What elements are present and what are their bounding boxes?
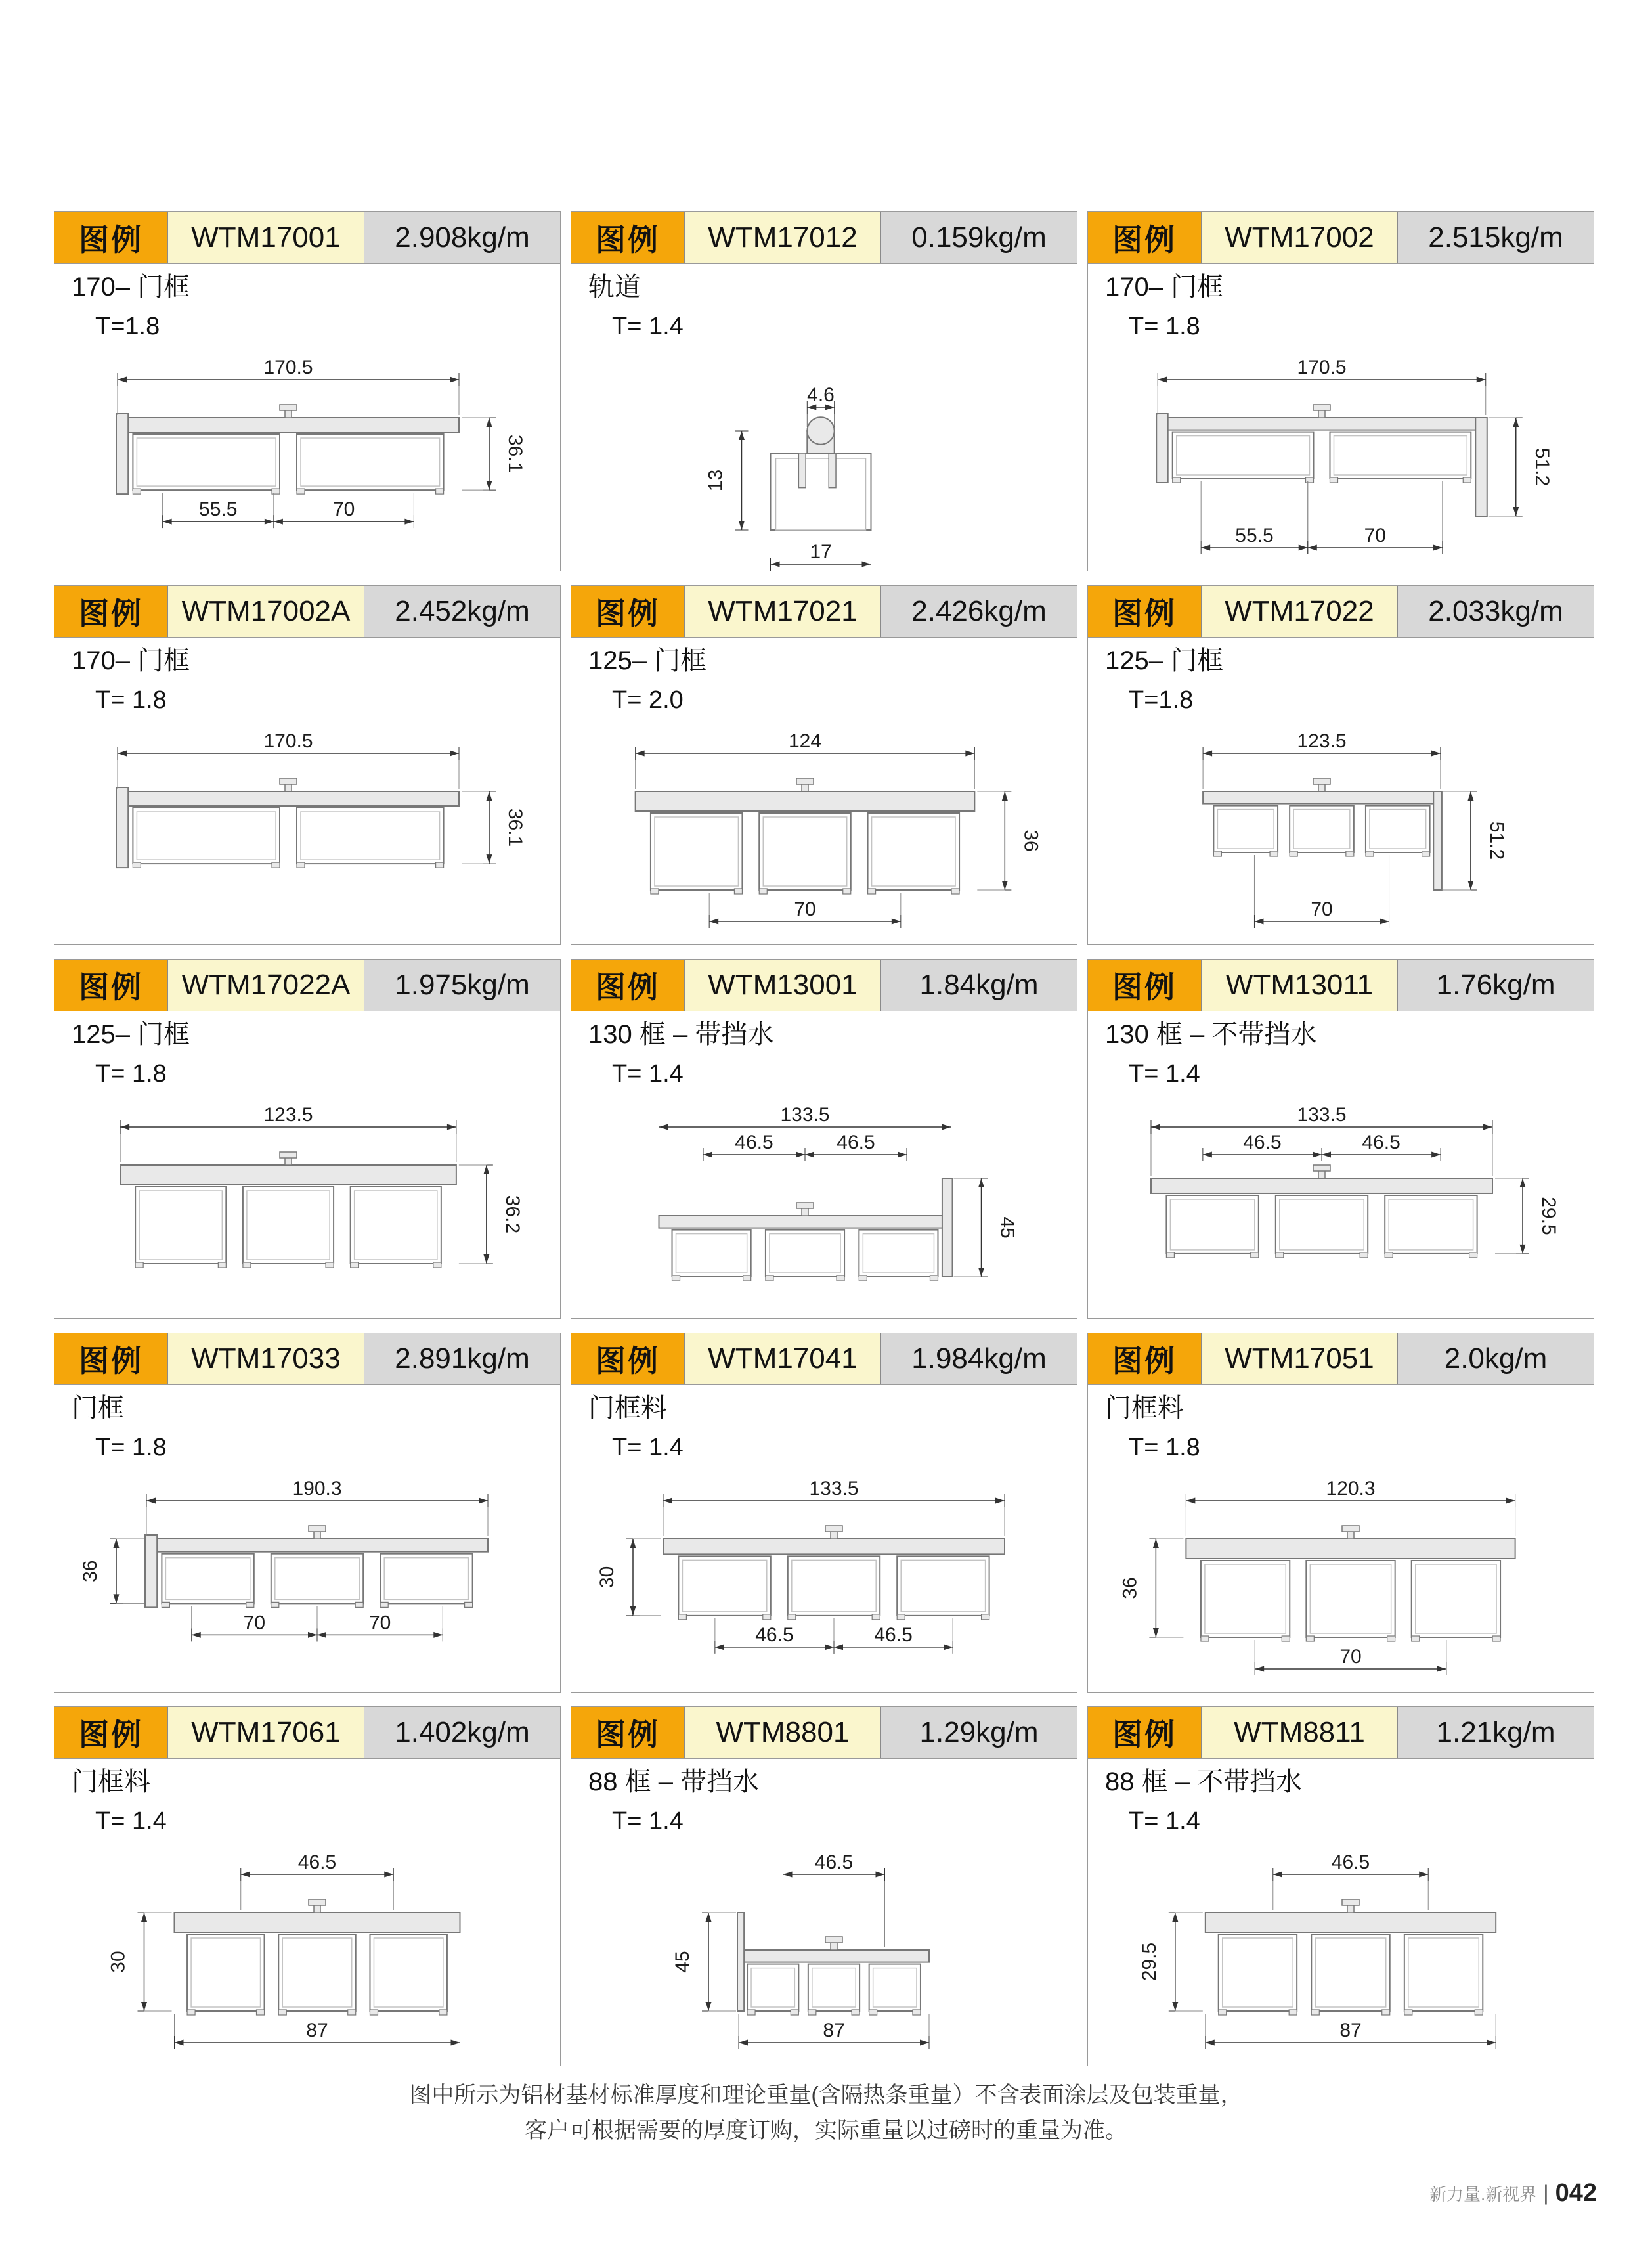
profile-card: [1087, 1333, 1594, 1693]
profile-card: [54, 211, 561, 571]
model-code: WTM17002: [1202, 212, 1398, 263]
card-header: [1088, 212, 1594, 264]
svg-text:36: 36: [79, 1560, 101, 1582]
footer-note-line2: 客户可根据需要的厚度订购，实际重量以过磅时的重量为准。: [525, 2118, 1127, 2143]
profile-thickness: T= 2.0: [612, 686, 684, 714]
card-header: [571, 212, 1077, 264]
svg-text:190.3: 190.3: [292, 1478, 342, 1499]
card-header: [54, 586, 560, 638]
profile-card: [571, 211, 1077, 571]
profile-thickness: T=1.8: [1129, 686, 1194, 714]
weight-value: 1.402kg/m: [364, 1707, 560, 1758]
svg-text:70: 70: [1311, 898, 1333, 920]
profile-card: [571, 1333, 1077, 1693]
svg-text:170.5: 170.5: [1297, 357, 1347, 378]
legend-badge: 图例: [54, 1333, 168, 1384]
weight-value: 2.033kg/m: [1398, 586, 1594, 637]
weight-value: 1.76kg/m: [1398, 960, 1594, 1011]
legend-badge: 图例: [571, 1707, 685, 1758]
card-header: [571, 1707, 1077, 1759]
svg-text:55.5: 55.5: [1235, 525, 1274, 546]
svg-text:87: 87: [823, 2020, 845, 2041]
legend-badge: 图例: [1088, 212, 1202, 263]
svg-text:36.1: 36.1: [504, 434, 526, 474]
profile-title: 130 框 – 不带挡水: [1105, 1020, 1317, 1049]
svg-text:46.5: 46.5: [1243, 1132, 1282, 1153]
legend-badge: 图例: [54, 586, 168, 637]
profile-drawing: [1088, 728, 1594, 945]
page-footer: [1429, 2179, 1597, 2207]
svg-text:70: 70: [794, 898, 816, 920]
weight-value: 2.452kg/m: [364, 586, 560, 637]
model-code: WTM8801: [685, 1707, 881, 1758]
card-body: [54, 638, 560, 945]
profile-thickness: T= 1.8: [1129, 313, 1200, 340]
svg-text:170.5: 170.5: [263, 357, 313, 378]
svg-text:46.5: 46.5: [837, 1132, 875, 1153]
card-body: [571, 1011, 1077, 1319]
profile-card: [54, 1706, 561, 2066]
svg-text:51.2: 51.2: [1531, 447, 1553, 487]
card-body: [571, 638, 1077, 945]
card-header: [54, 1333, 560, 1385]
profile-thickness: T= 1.4: [612, 1060, 684, 1088]
profile-title: 125– 门框: [1105, 646, 1224, 675]
card-header: [1088, 960, 1594, 1011]
profile-drawing: [571, 1476, 1077, 1693]
profile-drawing: [54, 1476, 560, 1693]
profile-card: [54, 959, 561, 1319]
card-header: [54, 212, 560, 264]
svg-text:170.5: 170.5: [263, 730, 313, 752]
model-code: WTM17041: [685, 1333, 881, 1384]
legend-badge: 图例: [54, 1707, 168, 1758]
svg-text:45: 45: [996, 1216, 1018, 1239]
model-code: WTM17012: [685, 212, 881, 263]
model-code: WTM17001: [168, 212, 364, 263]
card-header: [54, 960, 560, 1011]
legend-badge: 图例: [571, 1333, 685, 1384]
profile-drawing: [1088, 1102, 1594, 1319]
svg-text:36.2: 36.2: [501, 1195, 523, 1234]
svg-text:36: 36: [1119, 1577, 1141, 1599]
legend-badge: 图例: [571, 960, 685, 1011]
page-number: 042: [1555, 2179, 1597, 2207]
profile-thickness: T= 1.8: [95, 1060, 167, 1088]
svg-text:46.5: 46.5: [874, 1624, 913, 1646]
profile-title: 轨道: [588, 273, 641, 301]
profile-title: 门框料: [72, 1767, 150, 1796]
legend-badge: 图例: [1088, 960, 1202, 1011]
card-body: [571, 1385, 1077, 1693]
svg-text:45: 45: [672, 1951, 693, 1973]
card-body: [1088, 638, 1594, 945]
svg-text:124: 124: [788, 730, 822, 752]
profile-drawing: [54, 355, 560, 571]
card-body: [1088, 1759, 1594, 2066]
profile-drawing: [54, 1849, 560, 2066]
profile-card: [1087, 211, 1594, 571]
profile-thickness: T= 1.8: [95, 1434, 167, 1461]
svg-text:46.5: 46.5: [755, 1624, 794, 1646]
svg-text:70: 70: [1364, 525, 1386, 546]
page-footer-divider: |: [1543, 2181, 1549, 2205]
svg-text:55.5: 55.5: [199, 498, 238, 521]
svg-text:120.3: 120.3: [1326, 1478, 1376, 1499]
weight-value: 2.891kg/m: [364, 1333, 560, 1384]
svg-text:46.5: 46.5: [1362, 1132, 1401, 1153]
weight-value: 1.984kg/m: [881, 1333, 1077, 1384]
model-code: WTM17033: [168, 1333, 364, 1384]
profile-title: 170– 门框: [1105, 273, 1224, 301]
profile-title: 125– 门框: [72, 1020, 190, 1049]
legend-badge: 图例: [571, 586, 685, 637]
profile-drawing: [571, 1849, 1077, 2066]
svg-text:46.5: 46.5: [814, 1851, 854, 1873]
svg-text:36: 36: [1020, 830, 1042, 852]
svg-text:133.5: 133.5: [809, 1478, 859, 1499]
profile-title: 门框: [72, 1394, 124, 1423]
model-code: WTM8811: [1202, 1707, 1398, 1758]
svg-text:46.5: 46.5: [735, 1132, 773, 1153]
profile-thickness: T= 1.4: [95, 1807, 167, 1835]
card-header: [571, 960, 1077, 1011]
card-body: [54, 1385, 560, 1693]
profile-drawing: [571, 1102, 1077, 1319]
svg-text:70: 70: [243, 1612, 266, 1634]
profile-title: 88 框 – 带挡水: [588, 1767, 760, 1796]
profile-drawing: [54, 1102, 560, 1319]
card-body: [571, 264, 1077, 571]
svg-text:87: 87: [1339, 2020, 1362, 2041]
card-header: [1088, 586, 1594, 638]
profile-thickness: T=1.8: [95, 313, 160, 340]
profile-thickness: T= 1.4: [1129, 1807, 1200, 1835]
card-header: [571, 586, 1077, 638]
weight-value: 2.0kg/m: [1398, 1333, 1594, 1384]
model-code: WTM17022: [1202, 586, 1398, 637]
svg-text:17: 17: [810, 541, 832, 563]
card-header: [1088, 1333, 1594, 1385]
card-body: [54, 1011, 560, 1319]
svg-text:30: 30: [596, 1566, 618, 1589]
svg-text:29.5: 29.5: [1138, 1942, 1160, 1981]
legend-badge: 图例: [1088, 586, 1202, 637]
model-code: WTM17002A: [168, 586, 364, 637]
svg-text:46.5: 46.5: [1331, 1851, 1370, 1873]
profile-card: [571, 1706, 1077, 2066]
svg-text:123.5: 123.5: [263, 1104, 313, 1126]
profile-title: 门框料: [588, 1394, 667, 1423]
card-body: [1088, 1011, 1594, 1319]
svg-text:29.5: 29.5: [1538, 1197, 1559, 1235]
card-header: [54, 1707, 560, 1759]
profile-title: 170– 门框: [72, 273, 190, 301]
svg-text:123.5: 123.5: [1297, 730, 1347, 752]
legend-badge: 图例: [54, 212, 168, 263]
weight-value: 2.426kg/m: [881, 586, 1077, 637]
svg-text:70: 70: [368, 1612, 391, 1634]
legend-badge: 图例: [54, 960, 168, 1011]
profile-drawing: [571, 355, 1077, 571]
model-code: WTM13011: [1202, 960, 1398, 1011]
profile-thickness: T= 1.8: [1129, 1434, 1200, 1461]
profile-thickness: T= 1.8: [95, 686, 167, 714]
profile-card: [1087, 1706, 1594, 2066]
svg-text:70: 70: [332, 498, 355, 521]
card-body: [1088, 1385, 1594, 1693]
profile-card: [1087, 585, 1594, 945]
card-body: [1088, 264, 1594, 571]
weight-value: 0.159kg/m: [881, 212, 1077, 263]
svg-text:87: 87: [306, 2020, 328, 2041]
svg-text:36.1: 36.1: [504, 808, 526, 847]
svg-text:70: 70: [1339, 1646, 1362, 1668]
profile-thickness: T= 1.4: [1129, 1060, 1200, 1088]
weight-value: 1.21kg/m: [1398, 1707, 1594, 1758]
weight-value: 2.515kg/m: [1398, 212, 1594, 263]
legend-badge: 图例: [1088, 1333, 1202, 1384]
weight-value: 2.908kg/m: [364, 212, 560, 263]
profile-card: [1087, 959, 1594, 1319]
svg-text:133.5: 133.5: [780, 1104, 830, 1126]
profile-card: [571, 585, 1077, 945]
profile-title: 125– 门框: [588, 646, 707, 675]
weight-value: 1.29kg/m: [881, 1707, 1077, 1758]
svg-text:30: 30: [107, 1951, 129, 1973]
profile-title: 门框料: [1105, 1394, 1184, 1423]
legend-badge: 图例: [1088, 1707, 1202, 1758]
profile-thickness: T= 1.4: [612, 1434, 684, 1461]
page-footer-brand: 新力量.新视界: [1429, 2184, 1537, 2204]
model-code: WTM17021: [685, 586, 881, 637]
profile-drawing: [1088, 1476, 1594, 1693]
profile-drawing: [571, 728, 1077, 945]
footer-note-line1: 图中所示为铝材基材标准厚度和理论重量(含隔热条重量）不含表面涂层及包装重量，: [409, 2083, 1243, 2108]
model-code: WTM13001: [685, 960, 881, 1011]
profile-card: [54, 1333, 561, 1693]
model-code: WTM17051: [1202, 1333, 1398, 1384]
svg-text:133.5: 133.5: [1297, 1104, 1347, 1126]
svg-text:46.5: 46.5: [297, 1851, 337, 1873]
model-code: WTM17061: [168, 1707, 364, 1758]
profile-thickness: T= 1.4: [612, 313, 684, 340]
weight-value: 1.84kg/m: [881, 960, 1077, 1011]
profile-drawing: [54, 728, 560, 945]
card-body: [54, 264, 560, 571]
profile-thickness: T= 1.4: [612, 1807, 684, 1835]
profile-title: 170– 门框: [72, 646, 190, 675]
card-body: [54, 1759, 560, 2066]
profile-drawing: [1088, 1849, 1594, 2066]
profile-title: 88 框 – 不带挡水: [1105, 1767, 1303, 1796]
profile-grid: [54, 211, 1594, 2066]
profile-card: [571, 959, 1077, 1319]
card-header: [571, 1333, 1077, 1385]
svg-text:13: 13: [705, 469, 727, 492]
legend-badge: 图例: [571, 212, 685, 263]
model-code: WTM17022A: [168, 960, 364, 1011]
svg-text:4.6: 4.6: [807, 384, 835, 406]
card-body: [571, 1759, 1077, 2066]
profile-drawing: [1088, 355, 1594, 571]
weight-value: 1.975kg/m: [364, 960, 560, 1011]
svg-text:51.2: 51.2: [1485, 821, 1508, 860]
profile-title: 130 框 – 带挡水: [588, 1020, 774, 1049]
profile-card: [54, 585, 561, 945]
card-header: [1088, 1707, 1594, 1759]
